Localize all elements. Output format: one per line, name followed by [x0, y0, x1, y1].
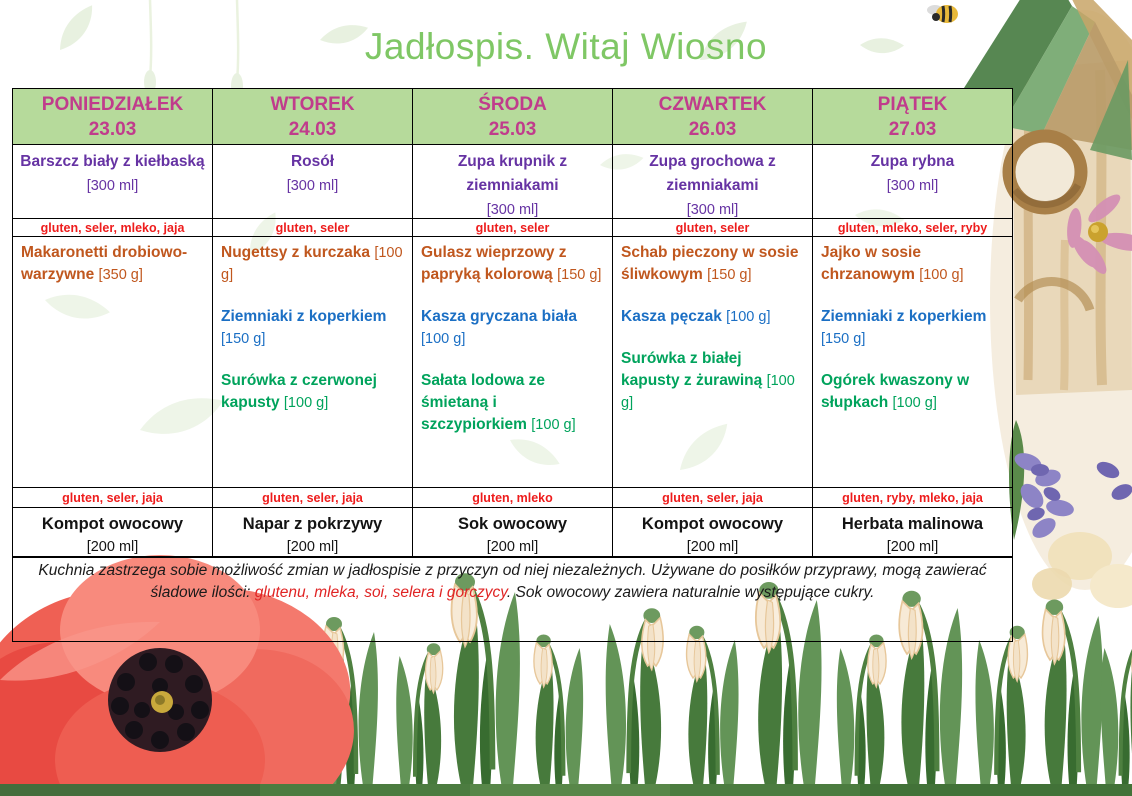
main-course-cell-wednesday [412, 236, 612, 487]
soup-portion: [300 ml] [886, 178, 939, 194]
page-title: Jadłospis. Witaj Wiosno [364, 26, 768, 67]
drink-name: Sok owocowy [457, 515, 568, 533]
disclaimer-allergen-list: glutenu, mleka, soi, selera i gorczycy [254, 584, 507, 601]
day-date: 25.03 [488, 118, 537, 140]
disclaimer-text-after: . Sok owocowy zawiera naturalnie występujące cukry. [506, 584, 875, 601]
main-allergens-thursday: gluten, seler, jaja [612, 487, 812, 507]
soup-allergens-thursday: gluten, seler [612, 218, 812, 236]
drink-portion: [200 ml] [486, 539, 539, 555]
day-name: PIĄTEK [877, 93, 948, 115]
soup-allergens-tuesday: gluten, seler [212, 218, 412, 236]
day-header-friday [812, 88, 1012, 144]
dish: Kasza gryczana biała [100 g] [421, 308, 577, 347]
soup-cell-monday [12, 144, 212, 218]
drink-cell-monday [12, 507, 212, 557]
soup-portion: [300 ml] [286, 178, 339, 194]
soup-name: Zupa rybna [870, 153, 955, 170]
dish: Ogórek kwaszony w słupkach [100 g] [821, 372, 970, 411]
drink-name: Kompot owocowy [641, 515, 784, 533]
soup-allergens-friday: gluten, mleko, seler, ryby [812, 218, 1012, 236]
dish: Schab pieczony w sosie śliwkowym [150 g] [621, 244, 799, 283]
soup-cell-wednesday [412, 144, 612, 218]
dish: Surówka z czerwonej kapusty [100 g] [221, 372, 377, 411]
soup-name: Rosół [290, 153, 335, 170]
day-header-tuesday [212, 88, 412, 144]
soup-portion: [300 ml] [486, 202, 539, 218]
drink-cell-wednesday [412, 507, 612, 557]
day-date: 27.03 [888, 118, 937, 140]
main-course-cell-monday [12, 236, 212, 487]
soup-allergens-wednesday: gluten, seler [412, 218, 612, 236]
drink-cell-friday [812, 507, 1012, 557]
soup-name: Zupa krupnik z ziemniakami [457, 153, 568, 194]
main-course-cell-tuesday [212, 236, 412, 487]
dish: Gulasz wieprzowy z papryką kolorową [150 g] [421, 244, 602, 283]
soup-portion: [300 ml] [86, 178, 139, 194]
soup-name: Zupa grochowa z ziemniakami [649, 153, 776, 194]
day-header-thursday [612, 88, 812, 144]
drink-name: Herbata malinowa [841, 515, 984, 533]
main-allergens-friday: gluten, ryby, mleko, jaja [812, 487, 1012, 507]
main-allergens-monday: gluten, seler, jaja [12, 487, 212, 507]
day-header-monday [12, 88, 212, 144]
kitchen-disclaimer-note [12, 556, 1013, 642]
drink-name: Napar z pokrzywy [242, 515, 383, 533]
day-name: PONIEDZIAŁEK [41, 93, 184, 115]
soup-cell-thursday [612, 144, 812, 218]
soup-allergens-monday: gluten, seler, mleko, jaja [12, 218, 212, 236]
main-course-cell-friday [812, 236, 1012, 487]
weekly-menu-table [12, 88, 1013, 558]
dish: Jajko w sosie chrzanowym [100 g] [821, 244, 964, 283]
soup-cell-friday [812, 144, 1012, 218]
soup-cell-tuesday [212, 144, 412, 218]
dish: Kasza pęczak [100 g] [621, 308, 771, 325]
day-date: 26.03 [688, 118, 737, 140]
dish: Ziemniaki z koperkiem [150 g] [221, 308, 387, 347]
day-date: 24.03 [288, 118, 337, 140]
main-course-cell-thursday [612, 236, 812, 487]
main-allergens-tuesday: gluten, seler, jaja [212, 487, 412, 507]
drink-portion: [200 ml] [886, 539, 939, 555]
day-header-wednesday [412, 88, 612, 144]
drink-cell-thursday [612, 507, 812, 557]
soup-name: Barszcz biały z kiełbaską [20, 153, 205, 170]
day-date: 23.03 [88, 118, 137, 140]
drink-portion: [200 ml] [286, 539, 339, 555]
soup-portion: [300 ml] [686, 202, 739, 218]
main-allergens-wednesday: gluten, mleko [412, 487, 612, 507]
drink-cell-tuesday [212, 507, 412, 557]
drink-name: Kompot owocowy [41, 515, 184, 533]
dish: Nugettsy z kurczaka [100 g] [221, 244, 403, 283]
drink-portion: [200 ml] [686, 539, 739, 555]
day-name: CZWARTEK [658, 93, 767, 115]
dish: Surówka z białej kapusty z żurawiną [100 g] [621, 350, 795, 411]
day-name: WTOREK [270, 93, 355, 115]
day-name: ŚRODA [478, 93, 547, 115]
dish: Ziemniaki z koperkiem [150 g] [821, 308, 987, 347]
disclaimer-text-before: Kuchnia zastrzega sobie możliwość zmian w jadłospisie z przyczyn od niej niezależnych. Używane do posiłków przyprawy, mogą zawierać śladowe ilości: [38, 562, 987, 601]
drink-portion: [200 ml] [86, 539, 139, 555]
dish: Makaronetti drobiowo-warzywne [350 g] [21, 244, 188, 283]
dish: Sałata lodowa ze śmietaną i szczypiorkiem [100 g] [421, 372, 576, 433]
